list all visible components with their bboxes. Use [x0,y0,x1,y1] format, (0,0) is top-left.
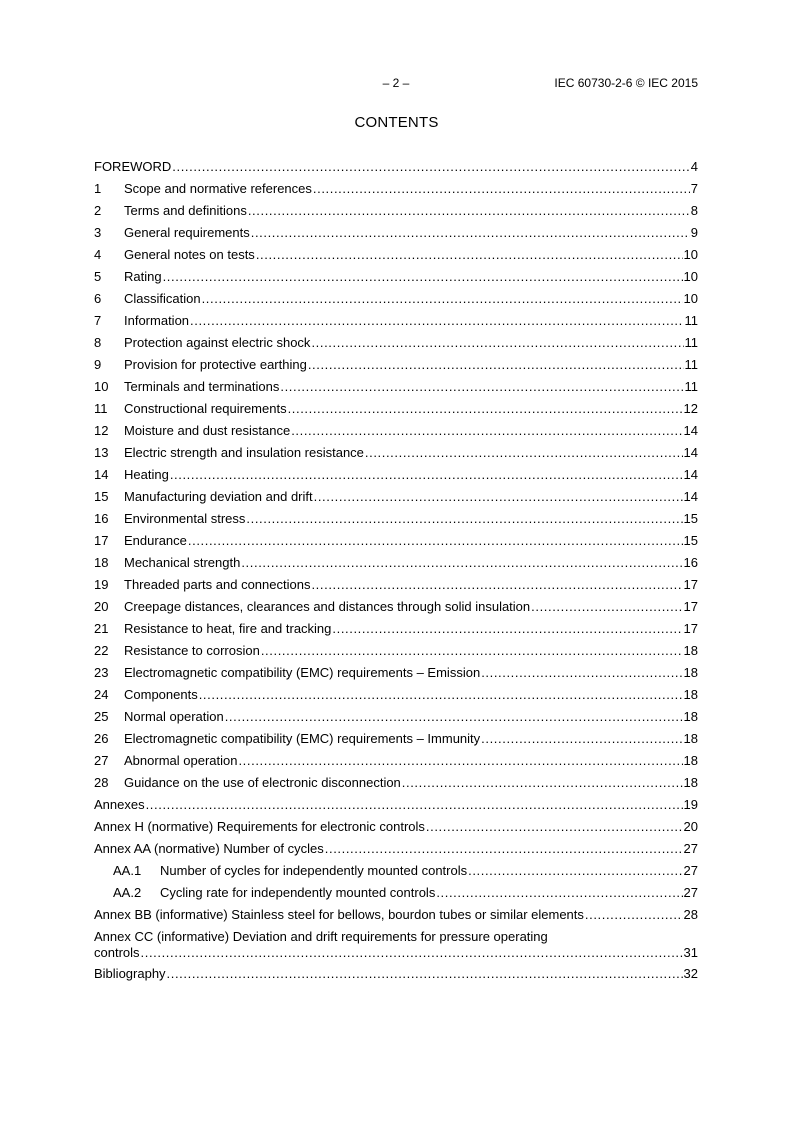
toc-entry-label: Constructional requirements [124,401,287,416]
toc-entry-page: 10 [683,291,698,306]
toc-entry[interactable] [94,421,698,443]
toc-entry-number: 26 [94,731,109,746]
toc-entry-page: 18 [683,643,698,658]
toc-entry-number: 17 [94,533,109,548]
dot-leader [146,797,683,813]
toc-entry[interactable] [94,333,698,355]
toc-entry-label: Endurance [124,533,187,548]
toc-entry[interactable] [94,531,698,553]
dot-leader [402,775,683,791]
toc-entry-label: Electric strength and insulation resistance [124,445,364,460]
toc-entry[interactable] [94,685,698,707]
toc-entry-number: AA.1 [113,863,142,878]
toc-entry-number: 7 [94,313,102,328]
dot-leader [585,907,683,923]
dot-leader [141,945,683,961]
toc-entry-page: 15 [683,533,698,548]
toc-entry-page: 14 [683,445,698,460]
dot-leader [311,335,683,351]
dot-leader [167,966,683,982]
toc-entry-label: Number of cycles for independently mounted controls [160,863,468,878]
toc-entry-bibliography[interactable] [94,964,698,986]
dot-leader [170,467,683,483]
dot-leader [199,687,683,703]
toc-entry-page: 19 [683,797,698,812]
dot-leader [256,247,683,263]
dot-leader [238,753,682,769]
dot-leader [241,555,682,571]
toc-entry-label: Guidance on the use of electronic disconnection [124,775,401,790]
toc-entry-label: Classification [124,291,201,306]
toc-entry[interactable] [94,157,698,179]
toc-entry-number: 8 [94,335,102,350]
toc-entry-number: 10 [94,379,109,394]
toc-entry-label: Threaded parts and connections [124,577,311,592]
dot-leader [246,511,682,527]
toc-entry-page: 18 [683,731,698,746]
toc-entry[interactable] [94,861,698,883]
toc-entry-label: General notes on tests [124,247,255,262]
dot-leader [202,291,683,307]
contents-title: CONTENTS [354,114,439,131]
toc-entry[interactable] [94,179,698,201]
table-of-contents [94,157,698,986]
toc-entry[interactable] [94,289,698,311]
toc-entry-page: 8 [690,203,698,218]
toc-entry-label: Environmental stress [124,511,246,526]
toc-entry-number: 1 [94,181,102,196]
toc-entry-page: 15 [683,511,698,526]
toc-entry[interactable] [94,399,698,421]
dot-leader [332,621,682,637]
toc-entry[interactable] [94,465,698,487]
toc-entry-label: General requirements [124,225,250,240]
toc-entry-label: Annex CC (informative) Deviation and drift requirements for pressure operating [94,929,548,944]
toc-entry-label: Provision for protective earthing [124,357,307,372]
toc-entry[interactable] [94,377,698,399]
toc-entry-label: Heating [124,467,169,482]
dot-leader [314,489,683,505]
toc-entry-label: Annex BB (informative) Stainless steel for bellows, bourdon tubes or similar elements [94,907,584,922]
toc-entry-label: Electromagnetic compatibility (EMC) requirements – Immunity [124,731,481,746]
dot-leader [288,401,683,417]
toc-entry-number: 2 [94,203,102,218]
toc-entry-page: 18 [683,753,698,768]
toc-entry-number: 27 [94,753,109,768]
toc-entry-page: 32 [683,966,698,981]
toc-entry[interactable] [94,487,698,509]
toc-entry-page: 18 [683,665,698,680]
toc-entry[interactable] [94,795,698,817]
dot-leader [261,643,683,659]
dot-leader [311,577,682,593]
page-number: – 2 – [382,76,410,90]
toc-entry-label: Terms and definitions [124,203,247,218]
toc-entry[interactable] [94,509,698,531]
toc-entry-number: 24 [94,687,109,702]
toc-entry-number: 6 [94,291,102,306]
toc-entry-label: Information [124,313,190,328]
toc-entry[interactable] [94,619,698,641]
toc-entry-label: FOREWORD [94,159,172,174]
toc-entry-number: 18 [94,555,109,570]
toc-entry-page: 18 [683,709,698,724]
toc-entry[interactable] [94,223,698,245]
toc-entry[interactable] [94,553,698,575]
toc-entry-number: 14 [94,467,109,482]
toc-entry-page: 17 [683,577,698,592]
toc-entry-page: 18 [683,687,698,702]
toc-entry-page: 27 [683,885,698,900]
toc-entry-page: 14 [683,423,698,438]
toc-entry-label: Annexes [94,797,145,812]
dot-leader [481,731,682,747]
dot-leader [436,885,682,901]
toc-entry-number: 4 [94,247,102,262]
toc-entry-number: 20 [94,599,109,614]
toc-entry[interactable] [94,245,698,267]
dot-leader [308,357,684,373]
toc-entry-label: Moisture and dust resistance [124,423,291,438]
toc-entry[interactable] [94,597,698,619]
toc-entry-label: Creepage distances, clearances and distances through solid insulation [124,599,531,614]
toc-entry-number: 9 [94,357,102,372]
toc-entry-page: 27 [683,841,698,856]
toc-entry-label: Normal operation [124,709,224,724]
toc-entry-label: Scope and normative references [124,181,312,196]
toc-entry-number: AA.2 [113,885,142,900]
toc-entry-number: 28 [94,775,109,790]
toc-entry-page: 10 [683,247,698,262]
toc-entry-label: Terminals and terminations [124,379,280,394]
toc-entry-label: Mechanical strength [124,555,241,570]
dot-leader [291,423,682,439]
dot-leader [188,533,683,549]
toc-entry-label: Resistance to heat, fire and tracking [124,621,332,636]
toc-entry-page: 14 [683,467,698,482]
toc-entry-page: 10 [683,269,698,284]
toc-entry[interactable] [94,773,698,795]
toc-entry-number: 13 [94,445,109,460]
toc-entry[interactable] [94,663,698,685]
dot-leader [481,665,682,681]
toc-entry-page: 31 [683,945,698,960]
toc-entry-page: 11 [684,335,698,350]
toc-entry-number: 12 [94,423,109,438]
toc-entry-page: 27 [683,863,698,878]
toc-entry[interactable] [94,751,698,773]
page-header [94,76,698,92]
dot-leader [190,313,683,329]
dot-leader [163,269,683,285]
toc-entry[interactable] [94,729,698,751]
toc-entry[interactable] [94,443,698,465]
document-id: IEC 60730-2-6 © IEC 2015 [554,76,698,90]
toc-entry[interactable] [94,355,698,377]
toc-entry[interactable] [94,883,698,905]
toc-entry[interactable] [94,839,698,861]
toc-entry-number: 15 [94,489,109,504]
dot-leader [313,181,690,197]
toc-entry[interactable] [94,311,698,333]
toc-entry-label-continued: controls [94,945,140,960]
dot-leader [225,709,683,725]
toc-entry-page: 7 [690,181,698,196]
toc-entry-number: 21 [94,621,109,636]
toc-entry[interactable] [94,817,698,839]
dot-leader [325,841,683,857]
toc-entry-page: 14 [683,489,698,504]
dot-leader [426,819,683,835]
toc-entry-number: 16 [94,511,109,526]
toc-entry-page: 9 [690,225,698,240]
toc-entry-label: Components [124,687,198,702]
dot-leader [280,379,683,395]
toc-entry-page: 4 [690,159,698,174]
dot-leader [172,159,689,175]
toc-entry-page: 11 [684,379,698,394]
toc-entry-number: 19 [94,577,109,592]
toc-entry-label: Resistance to corrosion [124,643,260,658]
toc-entry-page: 20 [683,819,698,834]
toc-entry[interactable] [94,267,698,289]
toc-entry[interactable] [94,575,698,597]
toc-entry-number: 11 [94,401,108,416]
toc-entry-page: 11 [684,357,698,372]
toc-entry-page: 18 [683,775,698,790]
toc-entry-number: 25 [94,709,109,724]
toc-entry-label: Cycling rate for independently mounted controls [160,885,436,900]
toc-entry-label: Electromagnetic compatibility (EMC) requirements – Emission [124,665,481,680]
toc-entry-number: 23 [94,665,109,680]
dot-leader [248,203,690,219]
toc-entry-page: 28 [683,907,698,922]
toc-entry-label: Manufacturing deviation and drift [124,489,313,504]
toc-entry-page: 16 [683,555,698,570]
toc-entry-page: 11 [684,313,698,328]
toc-entry-page: 17 [683,599,698,614]
toc-entry-label: Bibliography [94,966,166,981]
toc-entry-page: 12 [683,401,698,416]
toc-entry[interactable] [94,905,698,927]
toc-entry[interactable] [94,707,698,729]
toc-entry-page: 17 [683,621,698,636]
toc-entry-label: Protection against electric shock [124,335,311,350]
toc-entry-number: 5 [94,269,102,284]
toc-entry[interactable] [94,641,698,663]
toc-entry[interactable] [94,201,698,223]
toc-entry-label: Annex AA (normative) Number of cycles [94,841,324,856]
toc-entry-label: Rating [124,269,162,284]
dot-leader [251,225,690,241]
toc-entry-number: 22 [94,643,109,658]
dot-leader [365,445,683,461]
toc-entry-number: 3 [94,225,102,240]
toc-entry-label: Annex H (normative) Requirements for electronic controls [94,819,425,834]
toc-entry-annex-cc[interactable] [94,927,698,964]
dot-leader [468,863,682,879]
toc-entry-label: Abnormal operation [124,753,238,768]
dot-leader [531,599,682,615]
